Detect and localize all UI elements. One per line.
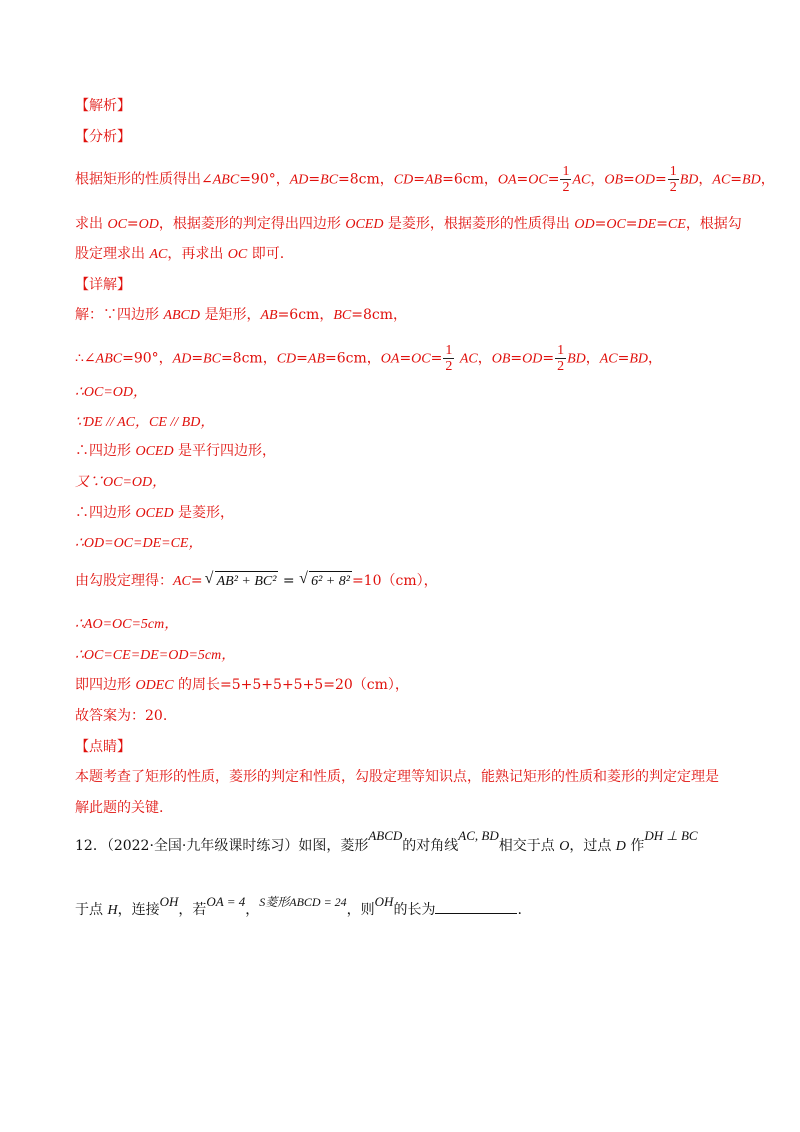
detail-line-1: 解：∵四边形 ABCD 是矩形，AB=6cm，BC=8cm，	[75, 307, 407, 323]
analysis-line-2: 求出 OC=OD，根据菱形的判定得出四边形 OCED 是菱形，根据菱形的性质得出 OD=OC=DE=CE，根据勾	[75, 216, 742, 232]
fraction-half: $\frac{1}{2}$	[669, 164, 677, 195]
analysis-heading: 【解析】	[75, 98, 131, 114]
fraction-half: $\frac{1}{2}$	[562, 164, 570, 195]
comment-heading: 【点睛】	[75, 739, 131, 755]
detail-line-2: ∴∠ABC=90°，AD=BC=8cm，CD=AB=6cm，OA=OC= $\frac{1}{2}$ AC，OB=OD= $\frac{1}{2}$ BD，AC=BD，	[75, 343, 663, 374]
analysis-line-3: 股定理求出 AC，再求出 OC 即可.	[75, 246, 285, 262]
sqrt-6-8: √ 6² + 8²	[309, 571, 352, 592]
detail-line-8: ∴OD=OC=DE=CE，	[75, 536, 203, 551]
fraction-half: $\frac{1}{2}$	[557, 343, 565, 374]
detail-line-6: 又∵OC=OD，	[75, 475, 167, 490]
detail-line-7: ∴四边形 OCED 是菱形，	[75, 505, 235, 521]
analysis-line-1: 根据矩形的性质得出∠ABC=90°，AD=BC=8cm，CD=AB=6cm，OA=OC= $\frac{1}{2}$ AC，OB=OD= $\frac{1}{2}$ BD，AC=BD，	[75, 164, 775, 195]
detail-line-13: 故答案为：20.	[75, 708, 168, 724]
detail-line-5: ∴四边形 OCED 是平行四边形，	[75, 443, 277, 459]
comment-line-2: 解此题的关键.	[75, 800, 164, 816]
comment-line-1: 本题考查了矩形的性质，菱形的判定和性质，勾股定理等知识点，能熟记矩形的性质和菱形的判定定理是	[75, 769, 719, 785]
detail-heading: 【详解】	[75, 277, 131, 293]
fraction-half: $\frac{1}{2}$	[445, 343, 453, 374]
answer-blank[interactable]	[435, 899, 517, 914]
fenxi-heading: 【分析】	[75, 129, 131, 145]
detail-line-10: ∴AO=OC=5cm，	[75, 617, 179, 632]
sqrt-ab-bc: √ AB² + BC²	[215, 571, 279, 592]
question-line-1: 12．（2022·全国·九年级课时练习）如图，菱形ABCD的对角线AC, BD相交于点 O，过点 D 作DH ⊥ BC	[75, 828, 698, 854]
detail-line-9: 由勾股定理得：AC=√ AB² + BC² = √ 6² + 8² =10（cm），	[75, 571, 438, 592]
detail-line-11: ∴OC=CE=DE=OD=5cm，	[75, 648, 236, 663]
detail-line-3: ∴OC=OD，	[75, 385, 148, 400]
detail-line-12: 即四边形 ODEC 的周长=5+5+5+5+5=20（cm），	[75, 677, 409, 693]
detail-line-4: ∵DE // AC，CE // BD，	[75, 415, 215, 430]
question-line-2: 于点 H，连接OH，若OA = 4，S菱形ABCD = 24，则OH的长为 .	[75, 894, 522, 918]
